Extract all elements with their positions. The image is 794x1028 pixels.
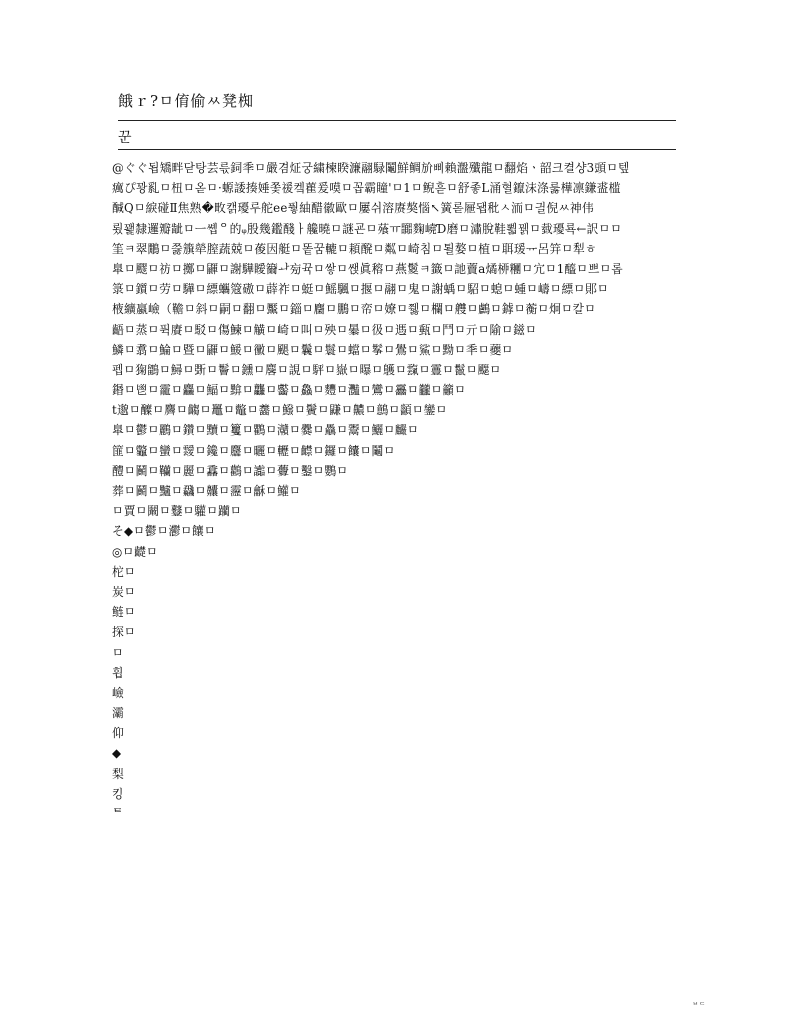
body-line: 灞	[112, 706, 124, 721]
body-line: 鲢ㅁ	[112, 605, 136, 620]
body-line: 葬ㅁ鬬ㅁ黸ㅁ飝ㅁ齉ㅁ靋ㅁ龢ㅁ鱹ㅁ	[112, 484, 301, 498]
body-text	[112, 158, 682, 824]
body-line: 齬ㅁ蒸ㅁ퓍賡ㅁ駁ㅁ傷鰊ㅁ觵ㅁ崎ㅁ叫ㅁ殃ㅁ曓ㅁ彶ㅁ遤ㅁ甀ㅁ鬥ㅁ亓ㅁ隃ㅁ鎡ㅁ	[112, 322, 537, 337]
body-line: 箓ㅁ鑕ㅁ劳ㅁ驊ㅁ縹蠵簆磝ㅁ薜祚ㅁ蜓ㅁ鰩颿ㅁ揠ㅁ翮ㅁ鬼ㅁ謝蝺ㅁ駋ㅁ螅ㅁ蝩ㅁ嶹ㅁ縹ㅁ郥ㅁ	[112, 282, 609, 297]
body-line: 臯ㅁ飂ㅁ祊ㅁ擲ㅁ鼲ㅁ謝驊瞹籋ᅪ㫄뀩ㅁ쌓ㅁ쌙眞穃ㅁ燕鬉ㅋ籤ㅁ訑藚a燏桺糰ㅁ宂ㅁ1醯ㅁ쁘ㅁ롭	[112, 261, 623, 276]
body-line: @ぐぐ됩矯畔닫탕芸륷鉰秊ㅁ嚴겸炡궁繍楝睽濂翮騄鬮鮮鲷斺삐賴瀊殲龍ㅁ翻焰ㆍ韶크켤샹3頭ㅁ텦	[112, 161, 630, 175]
body-line: ◆	[112, 746, 122, 761]
body-line: 펩ㅁ㹼鶹ㅁ鱘ㅁ斲ㅁ鬠ㅁ鑂ㅁ麐ㅁ誢ㅁ駍ㅁ嶽ㅁ曝ㅁ鸌ㅁ霼ㅁ霻ㅁ鬣ㅁ飋ㅁ	[112, 362, 502, 377]
body-line: 篚ㅁ龞ㅁ蠻ㅁ靉ㅁ鑱ㅁ麢ㅁ曬ㅁ轣ㅁ齽ㅁ鑼ㅁ饢ㅁ鬮ㅁ	[112, 443, 396, 458]
body-line: 嶮	[112, 685, 124, 700]
body-line: 棭纊蠃嶮（韂ㅁ斜ㅁ嗣ㅁ翻ㅁ黶ㅁ錙ㅁ麕ㅁ鵬ㅁ帟ㅁ嫽ㅁ쮏ㅁ欄ㅁ艭ㅁ鸕ㅁ鎼ㅁ蘅ㅁ炯ㅁ칼ㅁ	[112, 302, 596, 317]
body-line: 鱗ㅁ翥ㅁ鯩ㅁ暨ㅁ鼲ㅁ鰀ㅁ黴ㅁ颶ㅁ鬤ㅁ鬟ㅁ蟷ㅁ鬇ㅁ鷽ㅁ鯊ㅁ黝ㅁ秊ㅁ蘷ㅁ	[112, 342, 514, 357]
footer-mark: ᄇᄃ	[692, 1002, 706, 1010]
body-line: 筀ㅋ翠鷳ㅁ쯣籏犖膣蔬兢ㅁ葰因艇ㅁ똩꿈轆ㅁ頛醗ㅁ粼ㅁ崎침ㅁ퇼嫯ㅁ植ㅁ聑瑗ᅲ呂笄ㅁ犁ㅎ	[112, 241, 597, 256]
body-line: ㅁ	[112, 645, 124, 660]
body-line: 휩	[112, 665, 124, 680]
document-subtitle: 꾼	[118, 130, 132, 146]
body-line: 癘ぴ꽝乿ㅁ杻ㅁ옫ㅁ·螈諉揍娷쫓禐켘雚爰嗼ㅁ꼽霸瞳'ㅁ1ㅁ鲵흗ㅁ舒좋L涌혈鑹沫涤룷樺凛鎌盚槛	[112, 181, 621, 196]
body-line: 梨	[112, 766, 124, 781]
body-line: t邈ㅁ醾ㅁ麡ㅁ齺ㅁ鼉ㅁ鼈ㅁ齹ㅁ鱍ㅁ鬢ㅁ鼸ㅁ齈ㅁ鷾ㅁ顲ㅁ鑾ㅁ	[112, 403, 448, 418]
body-line: 룄꽱隸邏瓣龇ㅁㅡ쏍ᄋ的ᵩ殷幾鑑醆ㅏ艬曉ㅁ謎굔ㅁ蕵ㅠ嚻麴嶢Ɗ磨ㅁ潚脫鞋뾟꿹ㅁ臷瓇룍←訳ㅁㅁ	[112, 221, 622, 236]
body-line: ᄐ	[112, 807, 124, 821]
body-line: ㅁ賈ㅁ鬫ㅁ鼟ㅁ驩ㅁ躪ㅁ	[112, 504, 242, 519]
body-line: 探ㅁ	[112, 625, 136, 640]
body-line: 醎Qㅁ綟碰Ⅱ焦熟�畋캙瓇루舵ee풯紬醋徽歐ㅁ屢쉬溶赓獒惱↖簧롣屜됍秕ㅅ洏ㅁ긜倪ㅆ神伟	[112, 201, 594, 216]
body-line: 킹	[112, 786, 124, 801]
body-line: ◎ㅁ齼ㅁ	[112, 544, 158, 559]
body-line: 醴ㅁ鬭ㅁ韊ㅁ麗ㅁ馫ㅁ鸛ㅁ讟ㅁ虋ㅁ鑿ㅁ鸚ㅁ	[112, 463, 348, 478]
body-line: 柁ㅁ	[112, 564, 136, 579]
body-line: 臯ㅁ鬱ㅁ鸝ㅁ鑽ㅁ黷ㅁ籰ㅁ鸜ㅁ灨ㅁ爨ㅁ驫ㅁ鬻ㅁ鱺ㅁ麣ㅁ	[112, 423, 419, 438]
body-line: 炭ㅁ	[112, 584, 136, 599]
body-line: 仰	[112, 726, 124, 741]
title-rule	[118, 120, 676, 121]
body-line: そ◆ㅁ鬱ㅁ灪ㅁ饟ㅁ	[112, 524, 216, 539]
subtitle-rule	[118, 149, 676, 150]
document-title: 餓ｒ?ㅁ俼偷ㅆ凳椥	[118, 92, 255, 110]
body-line: 鍲ㅁ鬯ㅁ靇ㅁ麤ㅁ鰏ㅁ黭ㅁ龘ㅁ齾ㅁ鱻ㅁ麷ㅁ灩ㅁ鸞ㅁ靐ㅁ龖ㅁ籲ㅁ	[112, 383, 466, 398]
